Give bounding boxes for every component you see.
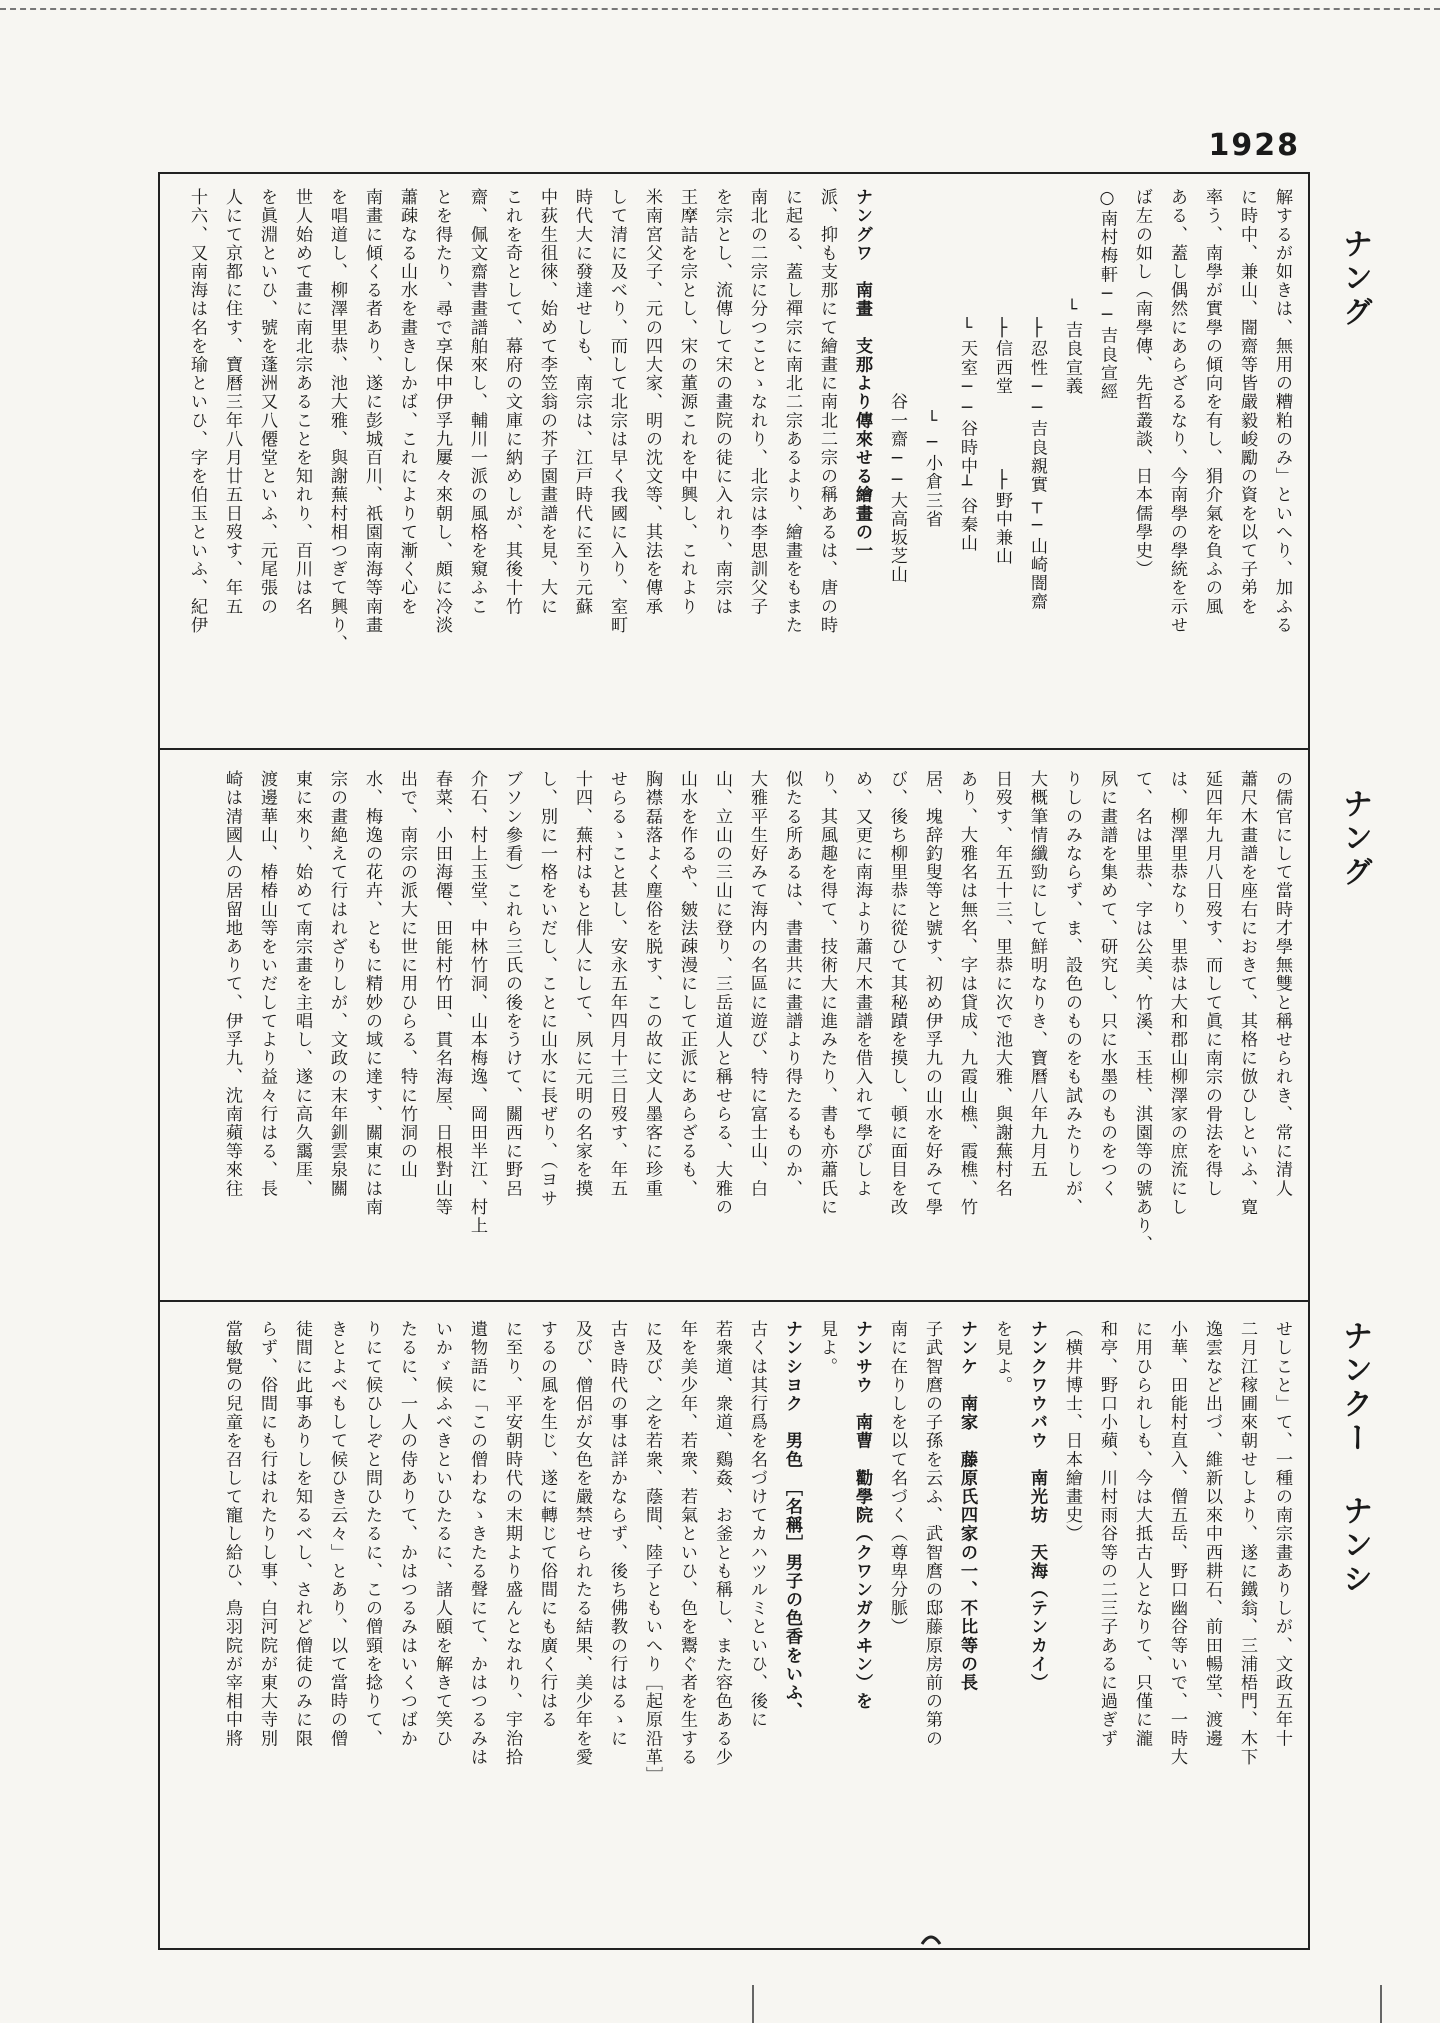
text-column: め、又更に南海より蕭尺木畫譜を借入れて學びしよ (852, 770, 872, 1198)
text-column: 蕭疎なる山水を畫きしかば、これによりて漸く心を (397, 188, 417, 616)
text-column: を唱道し、柳澤里恭、池大雅、與謝蕪村相つぎて興り、 (327, 188, 347, 653)
text-column: 小華、田能村直入、僧五岳、野口幽谷等いで、一時大 (1167, 1320, 1187, 1767)
text-column: 蕭尺木畫譜を座右におきて、其格に倣ひしといふ、寛 (1237, 770, 1257, 1217)
text-column: きとよべもして候ひき云々」とあり、以て當時の僧 (327, 1320, 347, 1748)
binding-line (1380, 1985, 1382, 2023)
section-divider-upper (158, 748, 1310, 750)
citation: （横井博士、日本繪畫史） (1062, 1320, 1082, 1544)
lineage-chart-line: ○南村梅軒──吉良宣經 (1097, 188, 1117, 401)
text-column: 年を美少年、若衆、若氣といひ、色を鬻ぐ者を生する (677, 1320, 697, 1767)
text-column: に及び、之を若衆、蔭間、陸子ともいへり［起原沿革］ (642, 1320, 662, 1785)
text-column: して清に及べり、而して北宗は早く我國に入り、室町 (607, 188, 627, 635)
section-divider-lower (158, 1300, 1310, 1302)
text-column: これを奇として、幕府の文庫に納めしが、其後十竹 (502, 188, 522, 616)
text-column: たるに、一人の侍ありて、かはつるみはいくつばか (397, 1320, 417, 1748)
text-column: 東に來り、始めて南宗畫を主唱し、遂に高久靄厓、 (292, 770, 312, 1198)
text-column: 和亭、野口小蘋、川村雨谷等の二三子あるに過ぎず (1097, 1320, 1117, 1748)
running-header-lower: ナンクー ナンシ (1337, 1320, 1372, 1597)
text-column: 徒間に此事ありしを知るべし、されど僧徒のみに限 (292, 1320, 312, 1748)
text-column: せしこと」て、一種の南宗畫ありしが、文政五年十 (1272, 1320, 1292, 1748)
lineage-chart-line: └天室──谷時中┴谷秦山 (957, 188, 977, 553)
text-column: 遺物語に「この僧わなゝきたる聲にて、かはつるみは (467, 1320, 487, 1767)
printer-mark-icon (920, 1928, 942, 1948)
text-column: 山水を作るや、皴法疎漫にして正派にあらざるも、 (677, 770, 697, 1198)
lineage-chart-line: ├信西堂 ├野中兼山 (992, 188, 1012, 566)
text-column: 南に在りしを以て名づく（尊卑分脈） (887, 1320, 907, 1637)
text-column: 中荻生徂徠、始めて李笠翁の芥子園畫譜を見、大に (537, 188, 557, 616)
text-column: 派、抑も支那にて繪畫に南北二宗の稱あるは、唐の時 (817, 188, 837, 635)
binding-line (752, 1985, 754, 2023)
text-column: ある、蓋し偶然にあらざるなり、今南學の學統を示せ (1167, 188, 1187, 635)
text-column: し、別に一格をいだし、ことに山水に長ぜり、（ヨサ (537, 770, 557, 1208)
text-column: 十四、蕪村はもと俳人にして、夙に元明の名家を摸 (572, 770, 592, 1198)
text-column: 逸雲など出づ、維新以來中西耕石、前田暢堂、渡邊 (1202, 1320, 1222, 1748)
text-column: り、其風趣を得て、技術大に進みたり、書も亦蕭氏に (817, 770, 837, 1217)
text-column: 時代大に發達せしも、南宗は、江戸時代に至り元蘇 (572, 188, 592, 616)
text-column: らず、俗間にも行はれたりし事、白河院が東大寺別 (257, 1320, 277, 1748)
text-column: に用ひられしも、今は大抵古人となりて、只僅に瀧 (1132, 1320, 1152, 1748)
text-column: 水、梅逸の花卉、ともに精妙の域に達す、關東には南 (362, 770, 382, 1217)
text-column: の儒官にして當時才學無雙と稱せられき、常に清人 (1272, 770, 1292, 1198)
text-column: 若衆道、衆道、鷄姦、お釜とも稱し、また容色ある少 (712, 1320, 732, 1767)
text-column: 大雅平生好みて海内の名區に遊び、特に富士山、白 (747, 770, 767, 1198)
text-column: 率う、南學が實學の傾向を有し、狷介氣を負ふの風 (1202, 188, 1222, 616)
text-column: 延四年九月八日歿す、而して眞に南宗の骨法を得し (1202, 770, 1222, 1198)
text-column: とを得たり、尋で享保中伊孚九屢々來朝し、頗に冷淡 (432, 188, 452, 635)
text-column: 當敏覺の兒童を召して寵し給ひ、鳥羽院が宰相中將 (222, 1320, 242, 1748)
lineage-chart-line: ├忍性──吉良親實┬─山崎闇齋 (1027, 188, 1047, 612)
text-column: 出で、南宗の派大に世に用ひらる、特に竹洞の山 (397, 770, 417, 1180)
page-number: 1928 (1208, 128, 1300, 163)
text-column: 古き時代の事は詳かならず、後ち佛教の行はるゝに (607, 1320, 627, 1748)
text-column: 解するが如きは、無用の糟粕のみ」といへり、加ふる (1272, 188, 1292, 635)
text-column: 南畫に傾くる者あり、遂に彭城百川、祇園南海等南畫 (362, 188, 382, 635)
text-column: 人にて京都に住す、寶曆三年八月廿五日歿す、年五 (222, 188, 242, 616)
entry-heading-nanshiyoku: ナンシヨク 男色 ［名稱］男子の色香をいふ、 (782, 1320, 802, 1721)
text-column: に至り、平安朝時代の末期より盛んとなれり、宇治拾 (502, 1320, 522, 1767)
text-column: りしのみならず、ま、設色のものをも試みたりしが、 (1062, 770, 1082, 1217)
entry-heading-nankwaubau: ナンクワウバウ 南光坊 天海（テンカイ） (1027, 1320, 1047, 1692)
text-column: ブソン參看）これら三氏の後をうけて、關西に野呂 (502, 770, 522, 1198)
text-column: 大概筆情纖勁にして鮮明なりき、寶曆八年九月五 (1027, 770, 1047, 1180)
text-column: 似たる所あるは、書畫共に畫譜より得たるものか、 (782, 770, 802, 1198)
text-column: 王摩詰を宗とし、宋の董源これを中興し、これより (677, 188, 697, 616)
lineage-chart-line: └─小倉三省 (922, 188, 942, 529)
text-column: 及び、僧侶が女色を嚴禁せられたる結果、美少年を愛 (572, 1320, 592, 1767)
text-column: 崎は清國人の居留地ありて、伊孚九、沈南蘋等來往 (222, 770, 242, 1198)
entry-heading-nansau: ナンサウ 南曹 勸學院（クワンガクヰン）を (852, 1320, 872, 1711)
top-edge-rule (0, 8, 1440, 10)
text-column: を宗とし、流傳して宋の畫院の徒に入れり、南宗は (712, 188, 732, 616)
text-column: いかゞ候ふべきといひたるに、諸人頤を解きて笑ひ (432, 1320, 452, 1748)
text-column: を眞淵といひ、號を蓬洲又八僊堂といふ、元尾張の (257, 188, 277, 616)
text-column: 胸襟磊落よく塵俗を脱す、この故に文人墨客に珍重 (642, 770, 662, 1198)
text-column: 南北の二宗に分つことゝなれり、北宗は李思訓父子 (747, 188, 767, 616)
text-column: ば左の如し（南學傳、先哲叢談、日本儒學史） (1132, 188, 1152, 579)
entry-heading-nangwa: ナングワ 南畫 支那より傳來せる繪畫の一 (852, 188, 872, 560)
entry-heading-nanke: ナンケ 南家 藤原氏四家の一、不比等の長 (957, 1320, 977, 1692)
text-column: に時中、兼山、闇齋等皆嚴毅峻勵の資を以て子弟を (1237, 188, 1257, 616)
text-column: せらるゝこと甚し、安永五年四月十三日歿す、年五 (607, 770, 627, 1198)
text-column: 見よ。 (817, 1320, 837, 1376)
text-column: 齋、佩文齋書畫譜舶來し、輔川一派の風格を窺ふこ (467, 188, 487, 616)
running-header-upper: ナング (1337, 228, 1372, 330)
text-column: 子武智麿の子孫を云ふ、武智麿の邸藤原房前の第の (922, 1320, 942, 1748)
text-column: 宗の畫絶えて行はれざりしが、文政の末年釧雲泉關 (327, 770, 347, 1198)
text-column: 介石、村上玉堂、中林竹洞、山本梅逸、岡田半江、村上 (467, 770, 487, 1235)
text-column: 春菜、小田海僊、田能村竹田、貫名海屋、日根對山等 (432, 770, 452, 1217)
lineage-chart-line: └吉良宣義 (1062, 188, 1082, 396)
text-column: あり、大雅名は無名、字は貸成、九霞山樵、霞樵、竹 (957, 770, 977, 1217)
text-column: を見よ。 (992, 1320, 1012, 1395)
text-column: 米南宮父子、元の四大家、明の沈文等、其法を傳承 (642, 188, 662, 616)
text-column: 夙に畫譜を集めて、研究し、只に水墨のものをつく (1097, 770, 1117, 1198)
text-column: び、後ち柳里恭に從ひて其秘蹟を摸し、頓に面目を改 (887, 770, 907, 1217)
text-column: 日歿す、年五十三、里恭に次で池大雅、與謝蕪村名 (992, 770, 1012, 1198)
running-header-middle: ナング (1337, 788, 1372, 890)
lineage-chart-line: 谷一齋──大高坂芝山 (887, 188, 907, 585)
text-column: に起る、蓋し禪宗に南北二宗あるより、繪畫をもまた (782, 188, 802, 635)
text-column: 居、塊辞釣叟等と號す、初め伊孚九の山水を好みて學 (922, 770, 942, 1217)
text-column: は、柳澤里恭なり、里恭は大和郡山柳澤家の庶流にし (1167, 770, 1187, 1217)
text-column: 世人始めて畫に南北宗あることを知れり、百川は名 (292, 188, 312, 616)
text-column: 二月江稼圃來朝せしより、遂に鐵翁、三浦梧門、木下 (1237, 1320, 1257, 1767)
text-column: りにて候ひしぞと問ひたるに、この僧頸を捻りて、 (362, 1320, 382, 1748)
text-column: 山、立山の三山に登り、三岳道人と稱せらる、大雅の (712, 770, 732, 1217)
text-column: 古くは其行爲を名づけてカハツルミといひ、後に (747, 1320, 767, 1730)
text-column: 渡邊華山、椿椿山等をいだしてより益々行はる、長 (257, 770, 277, 1198)
text-column: 十六、又南海は名を瑜といひ、字を伯玉といふ、紀伊 (187, 188, 207, 635)
text-column: するの風を生じ、遂に轉じて俗間にも廣く行はる (537, 1320, 557, 1730)
text-column: て、名は里恭、字は公美、竹溪、玉桂、淇園等の號あり、 (1132, 770, 1152, 1254)
